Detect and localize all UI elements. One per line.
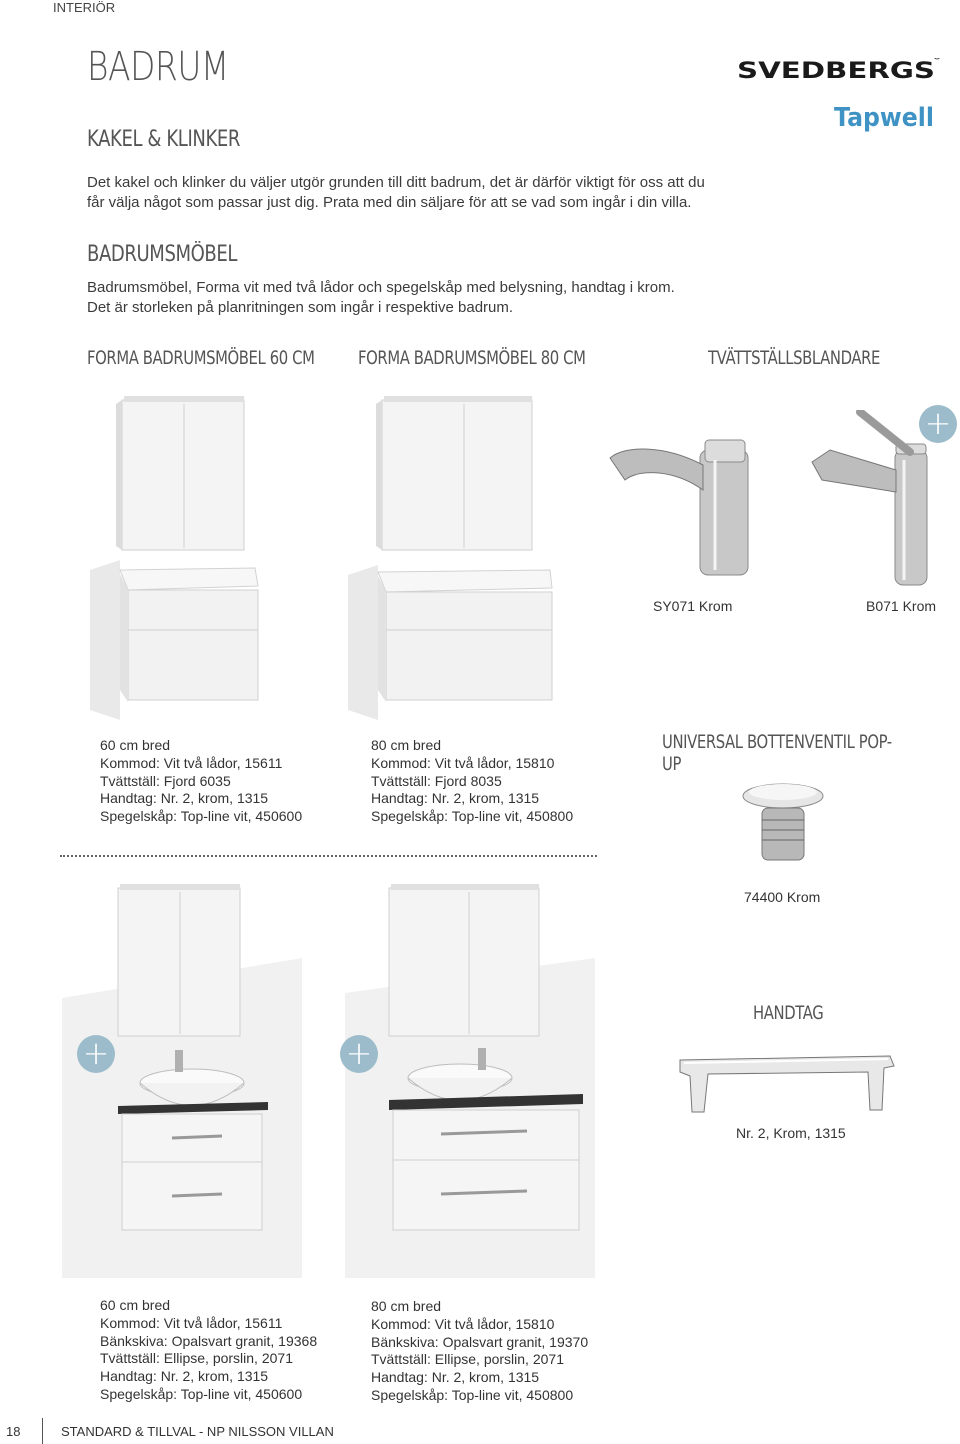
spec-line: 60 cm bred — [100, 737, 171, 753]
ellipse-80-spec — [371, 1298, 588, 1405]
kakel-line-1: Det kakel och klinker du väljer utgör grunden till ditt badrum, det är därför viktigt för oss att du — [87, 174, 705, 191]
ellipse-80-product-image — [345, 878, 595, 1278]
footer-divider — [42, 1418, 43, 1444]
ellipse-60-product-image — [62, 878, 302, 1278]
forma-80-heading: FORMA BADRUMSMÖBEL 80 CM — [358, 347, 586, 369]
spec-line: Handtag: Nr. 2, krom, 1315 — [371, 790, 540, 807]
spec-line: Tvättställ: Fjord 8035 — [371, 772, 502, 789]
tvattstallsblandare-heading: TVÄTTSTÄLLSBLANDARE — [708, 347, 880, 369]
spec-line: 60 cm bred — [100, 1297, 171, 1313]
ellipse-60-spec — [100, 1297, 317, 1404]
page-number: 18 — [6, 1424, 21, 1439]
dotted-separator — [60, 855, 597, 857]
spec-line: Bänkskiva: Opalsvart granit, 19370 — [371, 1333, 589, 1350]
spec-line: Handtag: Nr. 2, krom, 1315 — [371, 1369, 540, 1386]
forma-80-spec — [371, 737, 573, 826]
forma-60-product-image — [80, 390, 310, 720]
add-faucet-button[interactable]: + — [919, 405, 957, 443]
faucet-b071-caption: B071 Krom — [866, 598, 937, 614]
spec-line: Tvättställ: Fjord 6035 — [100, 772, 231, 789]
spec-line: Spegelskåp: Top-line vit, 450600 — [100, 1385, 303, 1402]
page-title: BADRUM — [87, 44, 229, 90]
spec-line: 80 cm bred — [371, 1298, 442, 1314]
badrumsmobel-line-1: Badrumsmöbel, Forma vit med två lådor och spegelskåp med belysning, handtag i krom. — [87, 279, 675, 296]
svedbergs-wordmark: SVEDBERGS — [737, 59, 935, 82]
spec-line: Tvättställ: Ellipse, porslin, 2071 — [100, 1350, 293, 1367]
badrumsmobel-heading: BADRUMSMÖBEL — [87, 242, 238, 267]
bottenventil-caption: 74400 Krom — [744, 889, 821, 905]
spec-line: Tvättställ: Ellipse, porslin, 2071 — [371, 1351, 564, 1368]
add-ellipse-60-button[interactable]: + — [77, 1035, 115, 1073]
spec-line: Handtag: Nr. 2, krom, 1315 — [100, 790, 269, 807]
handtag-image — [674, 1050, 900, 1116]
bottenventil-image — [738, 780, 828, 870]
faucet-sy071-caption: SY071 Krom — [653, 598, 733, 614]
spec-line: Kommod: Vit två lådor, 15611 — [100, 754, 283, 771]
svedbergs-logo — [737, 58, 942, 82]
faucet-sy071-image — [605, 420, 755, 580]
kakel-line-2: får välja något som passar just dig. Prata med din säljare för att se vad som ingår i din villa. — [87, 194, 692, 211]
tapwell-wordmark: Tapwell — [834, 103, 934, 133]
kakel-heading: KAKEL & KLINKER — [87, 127, 240, 152]
handtag-heading: HANDTAG — [753, 1002, 824, 1024]
spec-line: Kommod: Vit två lådor, 15611 — [100, 1314, 283, 1331]
spec-line: Kommod: Vit två lådor, 15810 — [371, 1315, 555, 1332]
section-label: INTERIÖR — [53, 0, 116, 15]
forma-80-product-image — [342, 390, 572, 720]
badrumsmobel-line-2: Det är storleken på planritningen som ingår i respektive badrum. — [87, 299, 514, 316]
add-ellipse-80-button[interactable]: + — [340, 1035, 378, 1073]
spec-line: Spegelskåp: Top-line vit, 450800 — [371, 808, 574, 825]
spec-line: Bänkskiva: Opalsvart granit, 19368 — [100, 1332, 318, 1349]
spec-line: Kommod: Vit två lådor, 15810 — [371, 754, 555, 771]
spec-line: Spegelskåp: Top-line vit, 450600 — [100, 808, 303, 825]
handtag-caption: Nr. 2, Krom, 1315 — [736, 1125, 846, 1141]
spec-line: Spegelskåp: Top-line vit, 450800 — [371, 1386, 574, 1403]
footer-text: STANDARD & TILLVAL - NP NILSSON VILLAN — [61, 1424, 334, 1439]
forma-60-spec — [100, 737, 302, 826]
faucet-b071-image — [800, 410, 940, 590]
tapwell-logo — [832, 98, 942, 134]
spec-line: Handtag: Nr. 2, krom, 1315 — [100, 1368, 269, 1385]
spec-line: 80 cm bred — [371, 737, 442, 753]
bottenventil-heading: UNIVERSAL BOTTENVENTIL POP-UP — [662, 731, 892, 775]
forma-60-heading: FORMA BADRUMSMÖBEL 60 CM — [87, 347, 315, 369]
